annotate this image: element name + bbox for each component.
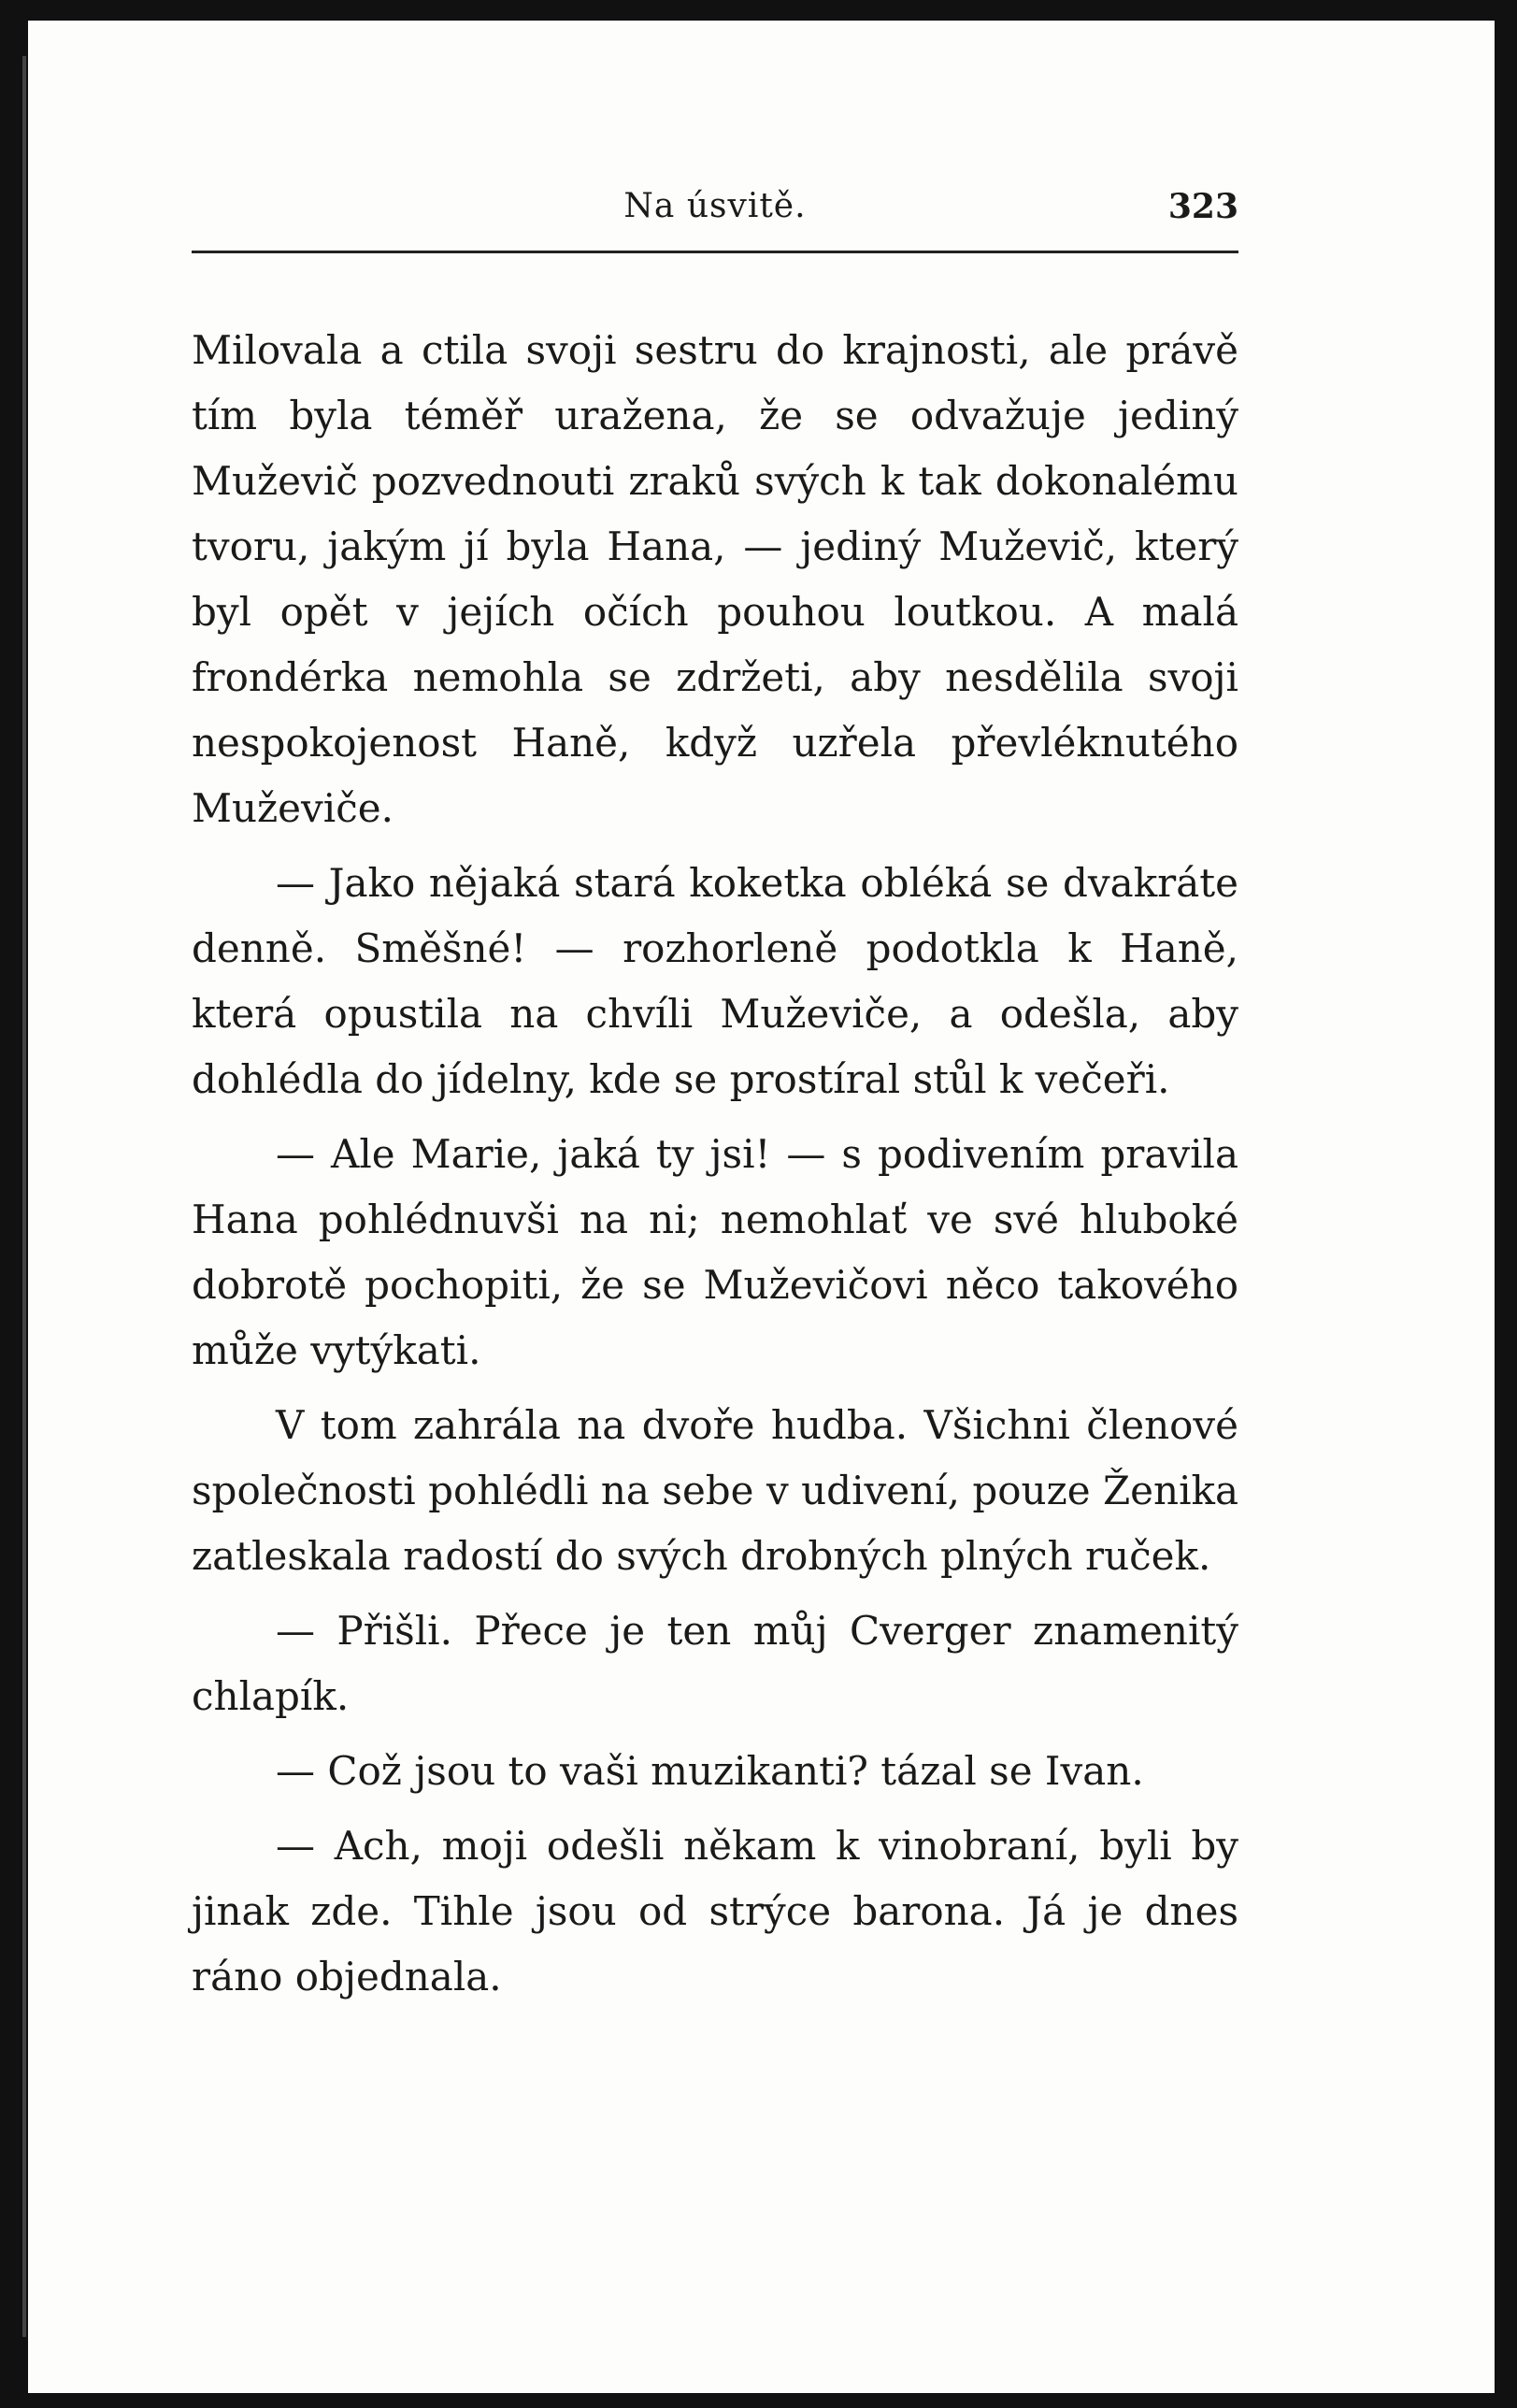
paragraph-7: — Ach, moji odešli někam k vinobraní, byli by jinak zde. Tihle jsou od strýce barona. Já je dnes ráno objednala. <box>192 1823 1238 2000</box>
paragraph-1: Milovala a ctila svoji sestru do krajnosti, ale právě tím byla téměř uražena, že se odvažuje jediný Muževič pozvednouti zraků svých k tak dokonalému tvoru, jakým jí byla Hana, — jediný Muževič, který byl opět v jejích očích pouhou loutkou. A malá frondérka nemohla se zdržeti, aby nesdělila svoji nespokojenost Haně, když uzřela převléknutého Muževiče. <box>192 327 1238 831</box>
scan-edge-bottom <box>0 2393 1517 2408</box>
scan-edge-right <box>1495 0 1517 2408</box>
running-title: Na úsvitě. <box>623 187 807 225</box>
paragraph-5: — Přišli. Přece je ten můj Cverger znamenitý chlapík. <box>192 1608 1238 1719</box>
page-number: 323 <box>1167 187 1238 226</box>
paragraph-6: — Což jsou to vaši muzikanti? tázal se Ivan. <box>276 1748 1144 1794</box>
scan-edge-left-inner <box>22 56 26 2337</box>
page-header <box>192 187 1238 236</box>
body-text <box>192 318 1238 2010</box>
paragraph-2: — Jako nějaká stará koketka obléká se dvakráte denně. Směšné! — rozhorleně podotkla k Haně, která opustila na chvíli Muževiče, a odešla, aby dohlédla do jídelny, kde se prostíral stůl k večeři. <box>192 860 1238 1102</box>
paragraph-3: — Ale Marie, jaká ty jsi! — s podivením pravila Hana pohlédnuvši na ni; nemohlať ve své hluboké dobrotě pochopiti, že se Muževičovi něco takového může vytýkati. <box>192 1131 1238 1373</box>
header-rule <box>192 251 1238 253</box>
paragraph-4: V tom zahrála na dvoře hudba. Všichni členové společnosti pohlédli na sebe v udivení, pouze Ženika zatleskala radostí do svých drobných plných ruček. <box>192 1402 1238 1579</box>
scan-edge-top <box>0 0 1517 21</box>
